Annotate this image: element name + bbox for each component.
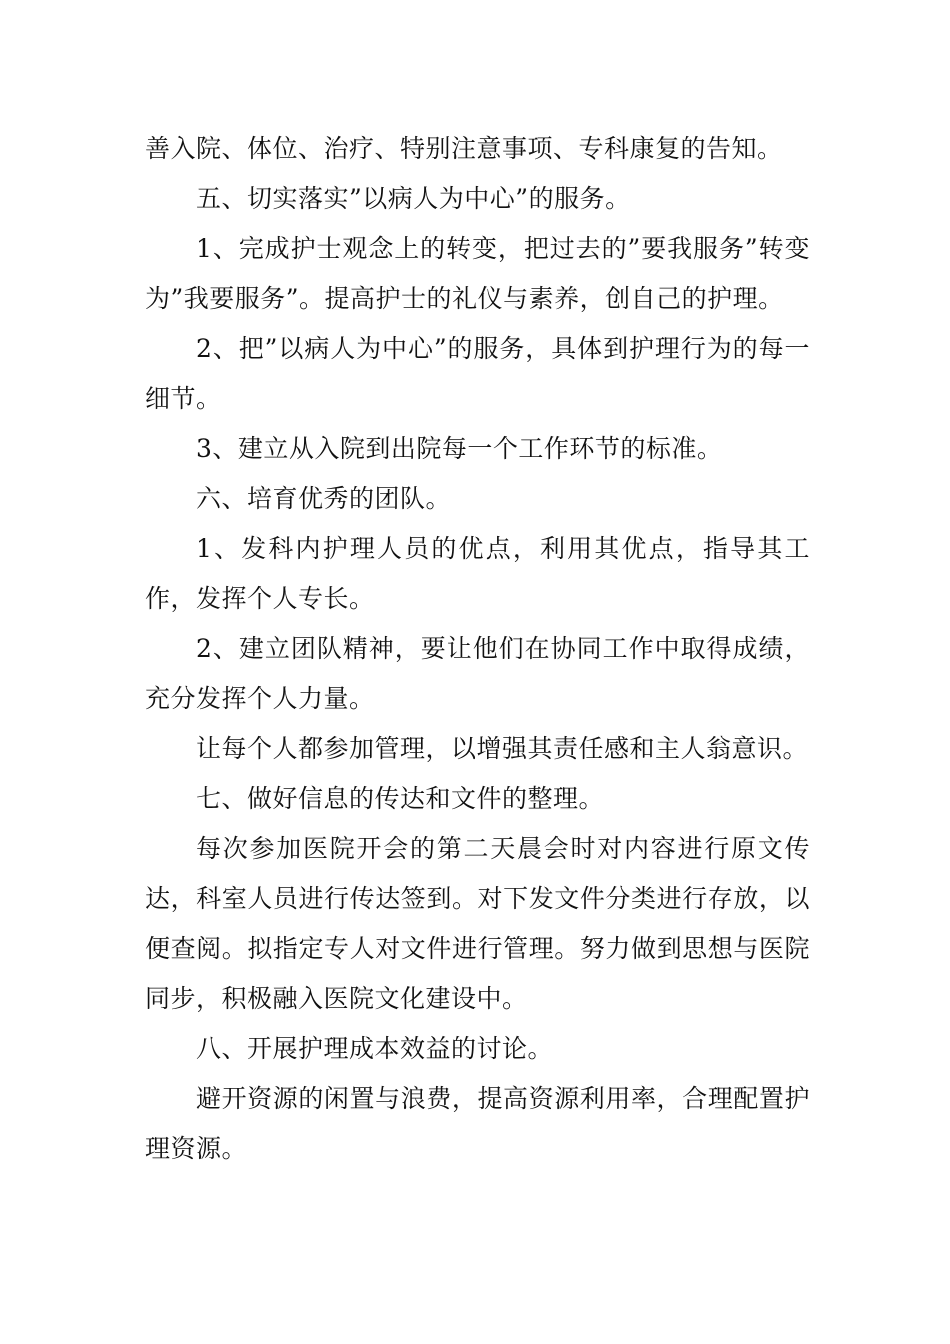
paragraph: 善入院、体位、治疗、特别注意事项、专科康复的告知。 [145,134,783,163]
section-heading: 五、切实落实”以病人为中心”的服务。 [196,184,631,213]
paragraph: 1、发科内护理人员的优点，利用其优点，指导其工作，发挥个人专长。 [145,534,810,613]
paragraph: 1、完成护士观念上的转变，把过去的”要我服务”转变为”我要服务”。提高护士的礼仪与素养，创自己的护理。 [145,234,810,313]
paragraph: 让每个人都参加管理，以增强其责任感和主人翁意识。 [196,734,809,763]
paragraph: 避开资源的闲置与浪费，提高资源利用率，合理配置护理资源。 [145,1084,810,1163]
paragraph: 3、建立从入院到出院每一个工作环节的标准。 [196,434,723,463]
paragraph: 每次参加医院开会的第二天晨会时对内容进行原文传达，科室人员进行传达签到。对下发文件分类进行存放，以便查阅。拟指定专人对文件进行管理。努力做到思想与医院同步，积极融入医院文化建设中。 [145,834,810,1013]
section-heading: 七、做好信息的传达和文件的整理。 [196,784,605,813]
paragraph: 2、把”以病人为中心”的服务，具体到护理行为的每一细节。 [145,334,810,413]
section-heading: 六、培育优秀的团队。 [196,484,452,513]
document-body [145,124,810,1174]
section-heading: 八、开展护理成本效益的讨论。 [196,1034,554,1063]
paragraph: 2、建立团队精神，要让他们在协同工作中取得成绩，充分发挥个人力量。 [145,634,810,713]
